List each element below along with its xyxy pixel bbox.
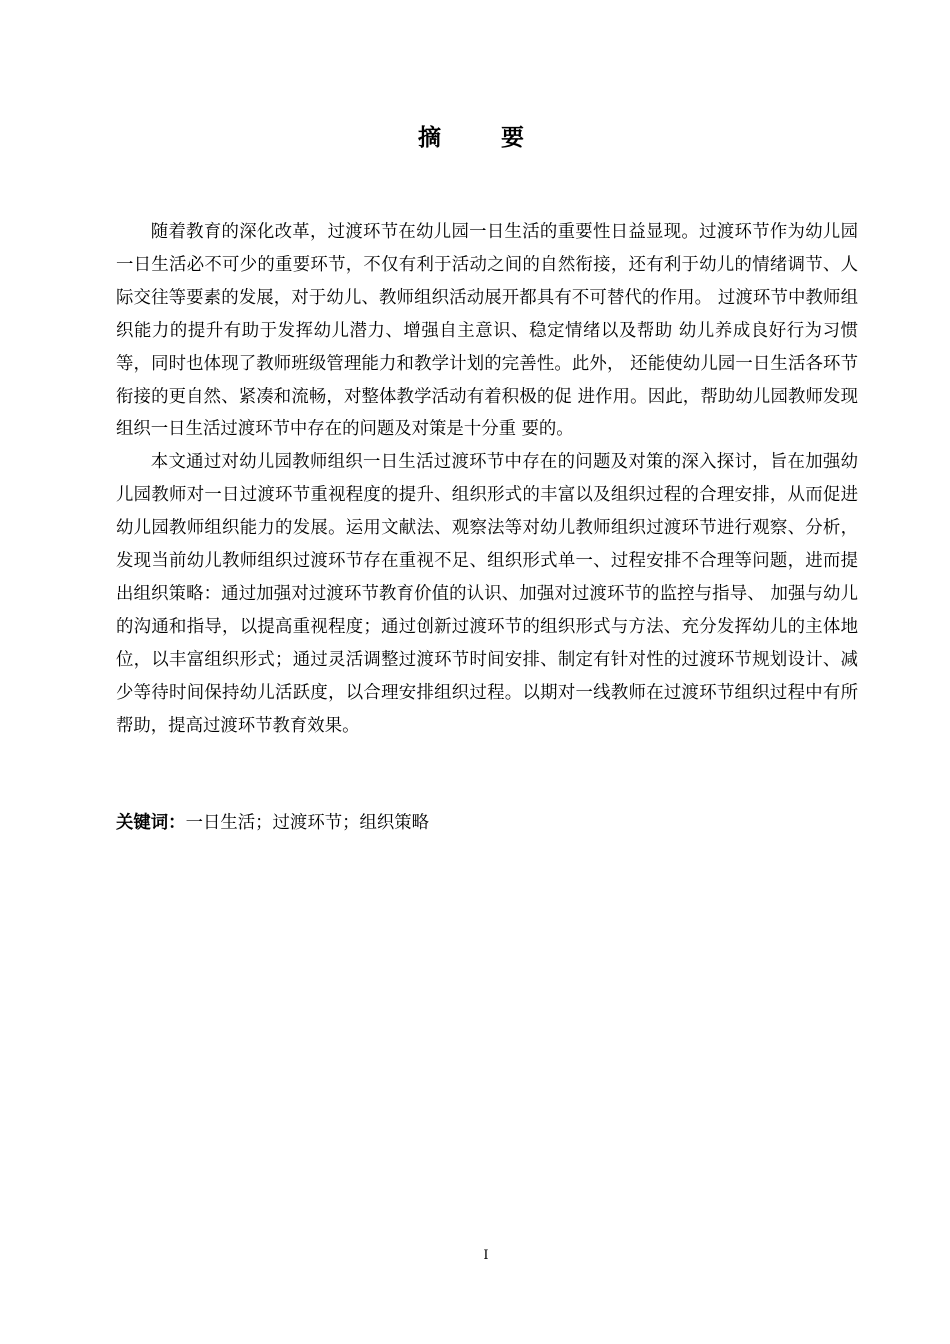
abstract-paragraph-2: 本文通过对幼儿园教师组织一日生活过渡环节中存在的问题及对策的深入探讨，旨在加强幼儿园教师对一日过渡环节重视程度的提升、组织形式的丰富以及组织过程的合理安排，从而促进幼儿园教师组织能力的发展。运用文献法、观察法等对幼儿教师组织过渡环节进行观察、分析，发现当前幼儿教师组织过渡环节存在重视不足、组织形式单一、过程安排不合理等问题，进而提出组织策略：通过加强对过渡环节教育价值的认识、加强对过渡环节的监控与指导、 加强与幼儿的沟通和指导，以提高重视程度；通过创新过渡环节的组织形式与方法、充分发挥幼儿的主体地位，以丰富组织形式；通过灵活调整过渡环节时间安排、制定有针对性的过渡环节规划设计、减少等待时间保持幼儿活跃度，以合理安排组织过程。以期对一线教师在过渡环节组织过程中有所帮助，提高过渡环节教育效果。 xyxy=(116,452,858,736)
page-number: I xyxy=(483,1248,489,1263)
abstract-title: 摘 要 xyxy=(417,125,550,151)
keywords-value: 一日生活；过渡环节；组织策略 xyxy=(185,813,430,833)
keywords-line xyxy=(116,807,858,839)
keywords-label: 关键词： xyxy=(116,813,186,833)
abstract-body xyxy=(116,216,858,743)
abstract-paragraph-1: 随着教育的深化改革，过渡环节在幼儿园一日生活的重要性日益显现。过渡环节作为幼儿园一日生活必不可少的重要环节，不仅有利于活动之间的自然衔接，还有利于幼儿的情绪调节、人际交往等要素的发展，对于幼儿、教师组织活动展开都具有不可替代的作用。 过渡环节中教师组织能力的提升有助于发挥幼儿潜力、增强自主意识、稳定情绪以及帮助 幼儿养成良好行为习惯等，同时也体现了教师班级管理能力和教学计划的完善性。此外， 还能使幼儿园一日生活各环节衔接的更自然、紧凑和流畅，对整体教学活动有着积极的促 进作用。因此，帮助幼儿园教师发现组织一日生活过渡环节中存在的问题及对策是十分重 要的。 xyxy=(116,222,858,440)
